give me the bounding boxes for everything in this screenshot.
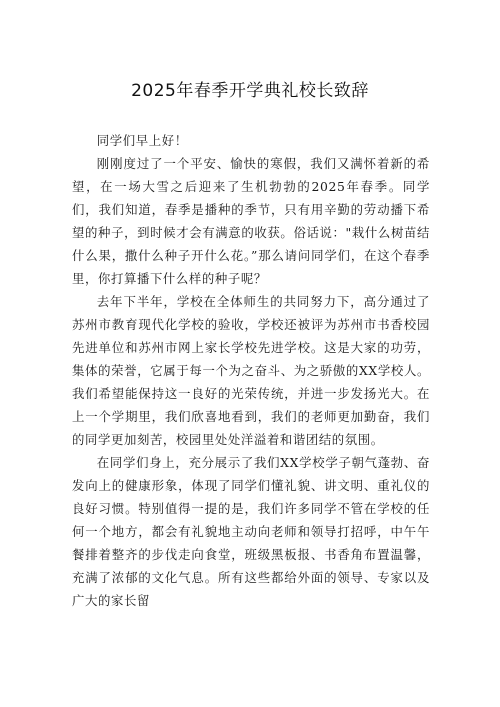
paragraph: 去年下半年，学校在全体师生的共同努力下，高分通过了苏州市教育现代化学校的验收，学校还被评为苏州市书香校园先进单位和苏州市网上家长学校先进学校。这是大家的功劳，集体的荣誉，它属于每一个为之奋斗、为之骄傲的XX学校人。我们希望能保持这一良好的光荣传统，并进一步发扬光大。在上一个学期里，我们欣喜地看到，我们的老师更加勤奋，我们的同学更加刻苦，校园里处处洋溢着和谐团结的氛围。 xyxy=(72,294,430,447)
paragraph-greeting: 同学们早上好！ xyxy=(96,133,188,148)
paragraph: 在同学们身上，充分展示了我们XX学校学子朝气蓬勃、奋发向上的健康形象，体现了同学们懂礼貌、讲文明、重礼仪的良好习惯。特别值得一提的是，我们许多同学不管在学校的任何一个地方，都会有礼貌地主动向老师和领导打招呼，中午午餐排着整齐的步伐走向食堂，班级黑板报、书香角布置温馨，充满了浓郁的文化气息。所有这些都给外面的领导、专家以及广大的家长留 xyxy=(72,455,430,608)
document-title: 2025年春季开学典礼校长致辞 xyxy=(131,81,369,101)
paragraph: 刚刚度过了一个平安、愉快的寒假，我们又满怀着新的希望，在一场大雪之后迎来了生机勃勃的2025年春季。同学们，我们知道，春季是播种的季节，只有用辛勤的劳动播下希望的种子，到时候才会有满意的收获。俗话说："栽什么树苗结什么果，撒什么种子开什么花。”那么请问同学们，在这个春季里，你打算播下什么样的种子呢？ xyxy=(72,156,430,286)
document-body xyxy=(72,129,430,612)
